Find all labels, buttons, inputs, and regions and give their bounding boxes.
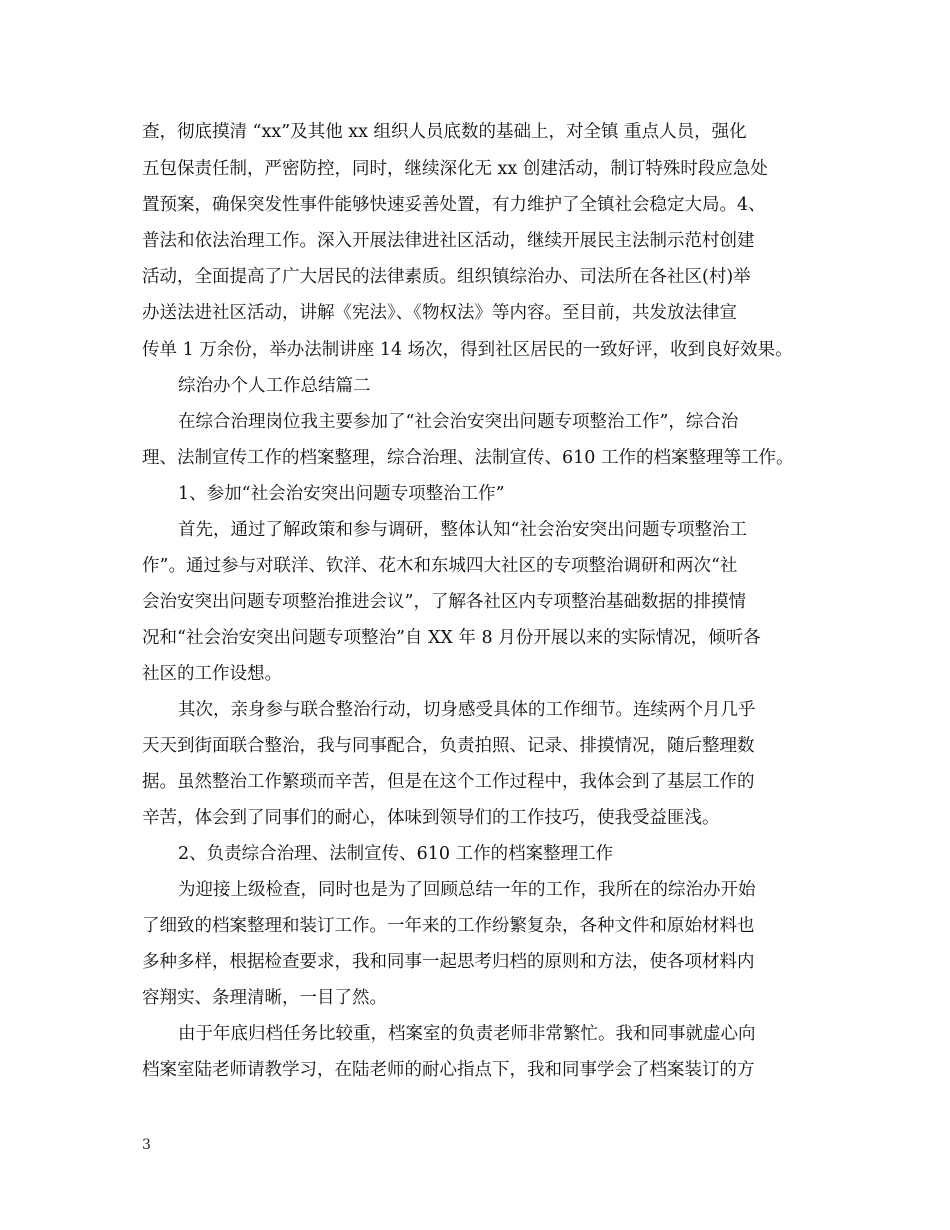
paragraph-line: 首先，通过了解政策和参与调研，整体认知“社会治安突出问题专项整治工 xyxy=(178,520,747,540)
paragraph-line: 为迎接上级检查，同时也是为了回顾总结一年的工作，我所在的综治办开始 xyxy=(178,880,756,900)
paragraph-line: 会治安突出问题专项整治推进会议”，了解各社区内专项整治基础数据的排摸情 xyxy=(142,592,746,612)
subsection-heading: 2、负责综合治理、法制宣传、610 工作的档案整理工作 xyxy=(178,844,614,864)
paragraph-line: 容翔实、条理清晰，一目了然。 xyxy=(142,988,387,1008)
paragraph-line: 由于年底归档任务比较重，档案室的负责老师非常繁忙。我和同事就虚心向 xyxy=(178,1024,756,1044)
paragraph-line: 理、法制宣传工作的档案整理，综合治理、法制宣传、610 工作的档案整理等工作。 xyxy=(142,448,794,468)
paragraph-line: 天天到街面联合整治，我与同事配合，负责拍照、记录、排摸情况，随后整理数 xyxy=(142,736,755,756)
paragraph-line: 普法和依法治理工作。深入开展法律进社区活动，继续开展民主法制示范村创建 xyxy=(142,231,755,251)
paragraph-line: 况和“社会治安突出问题专项整治”自 XX 年 8 月份开展以来的实际情况，倾听各 xyxy=(142,628,761,648)
paragraph-line: 辛苦，体会到了同事们的耐心，体味到领导们的工作技巧，使我受益匪浅。 xyxy=(142,808,720,828)
paragraph-line: 五包保责任制，严密防控，同时，继续深化无 xx 创建活动，制订特殊时段应急处 xyxy=(142,159,768,179)
paragraph-line: 查，彻底摸清 “xx”及其他 xx 组织人员底数的基础上，对全镇 重点人员，强化 xyxy=(142,122,747,142)
paragraph-line: 了细致的档案整理和装订工作。一年来的工作纷繁复杂，各种文件和原始材料也 xyxy=(142,916,755,936)
subsection-heading: 1、参加“社会治安突出问题专项整治工作” xyxy=(178,484,505,504)
paragraph-line: 档案室陆老师请教学习，在陆老师的耐心指点下，我和同事学会了档案装订的方 xyxy=(142,1060,755,1080)
paragraph-line: 办送法进社区活动，讲解《宪法》、《物权法》等内容。至目前，共发放法律宣 xyxy=(142,303,737,323)
paragraph-line: 多种多样，根据检查要求，我和同事一起思考归档的原则和方法，使各项材料内 xyxy=(142,952,755,972)
page-number: 3 xyxy=(142,1137,151,1153)
paragraph-line: 社区的工作设想。 xyxy=(142,664,282,684)
paragraph-line: 置预案，确保突发性事件能够快速妥善处置，有力维护了全镇社会稳定大局。4、 xyxy=(142,195,766,215)
paragraph-line: 其次，亲身参与联合整治行动，切身感受具体的工作细节。连续两个月几乎 xyxy=(178,700,756,720)
section-heading: 综治办个人工作总结篇二 xyxy=(178,376,371,396)
paragraph-line: 活动，全面提高了广大居民的法律素质。组织镇综治办、司法所在各社区(村)举 xyxy=(142,267,751,287)
paragraph-line: 作”。通过参与对联洋、钦洋、花木和东城四大社区的专项整治调研和两次“社 xyxy=(142,556,738,576)
paragraph-line: 据。虽然整治工作繁琐而辛苦，但是在这个工作过程中，我体会到了基层工作的 xyxy=(142,772,755,792)
paragraph-line: 传单 1 万余份，举办法制讲座 14 场次，得到社区居民的一致好评，收到良好效果。 xyxy=(142,340,793,360)
paragraph-line: 在综合治理岗位我主要参加了“社会治安突出问题专项整治工作”，综合治 xyxy=(178,412,739,432)
